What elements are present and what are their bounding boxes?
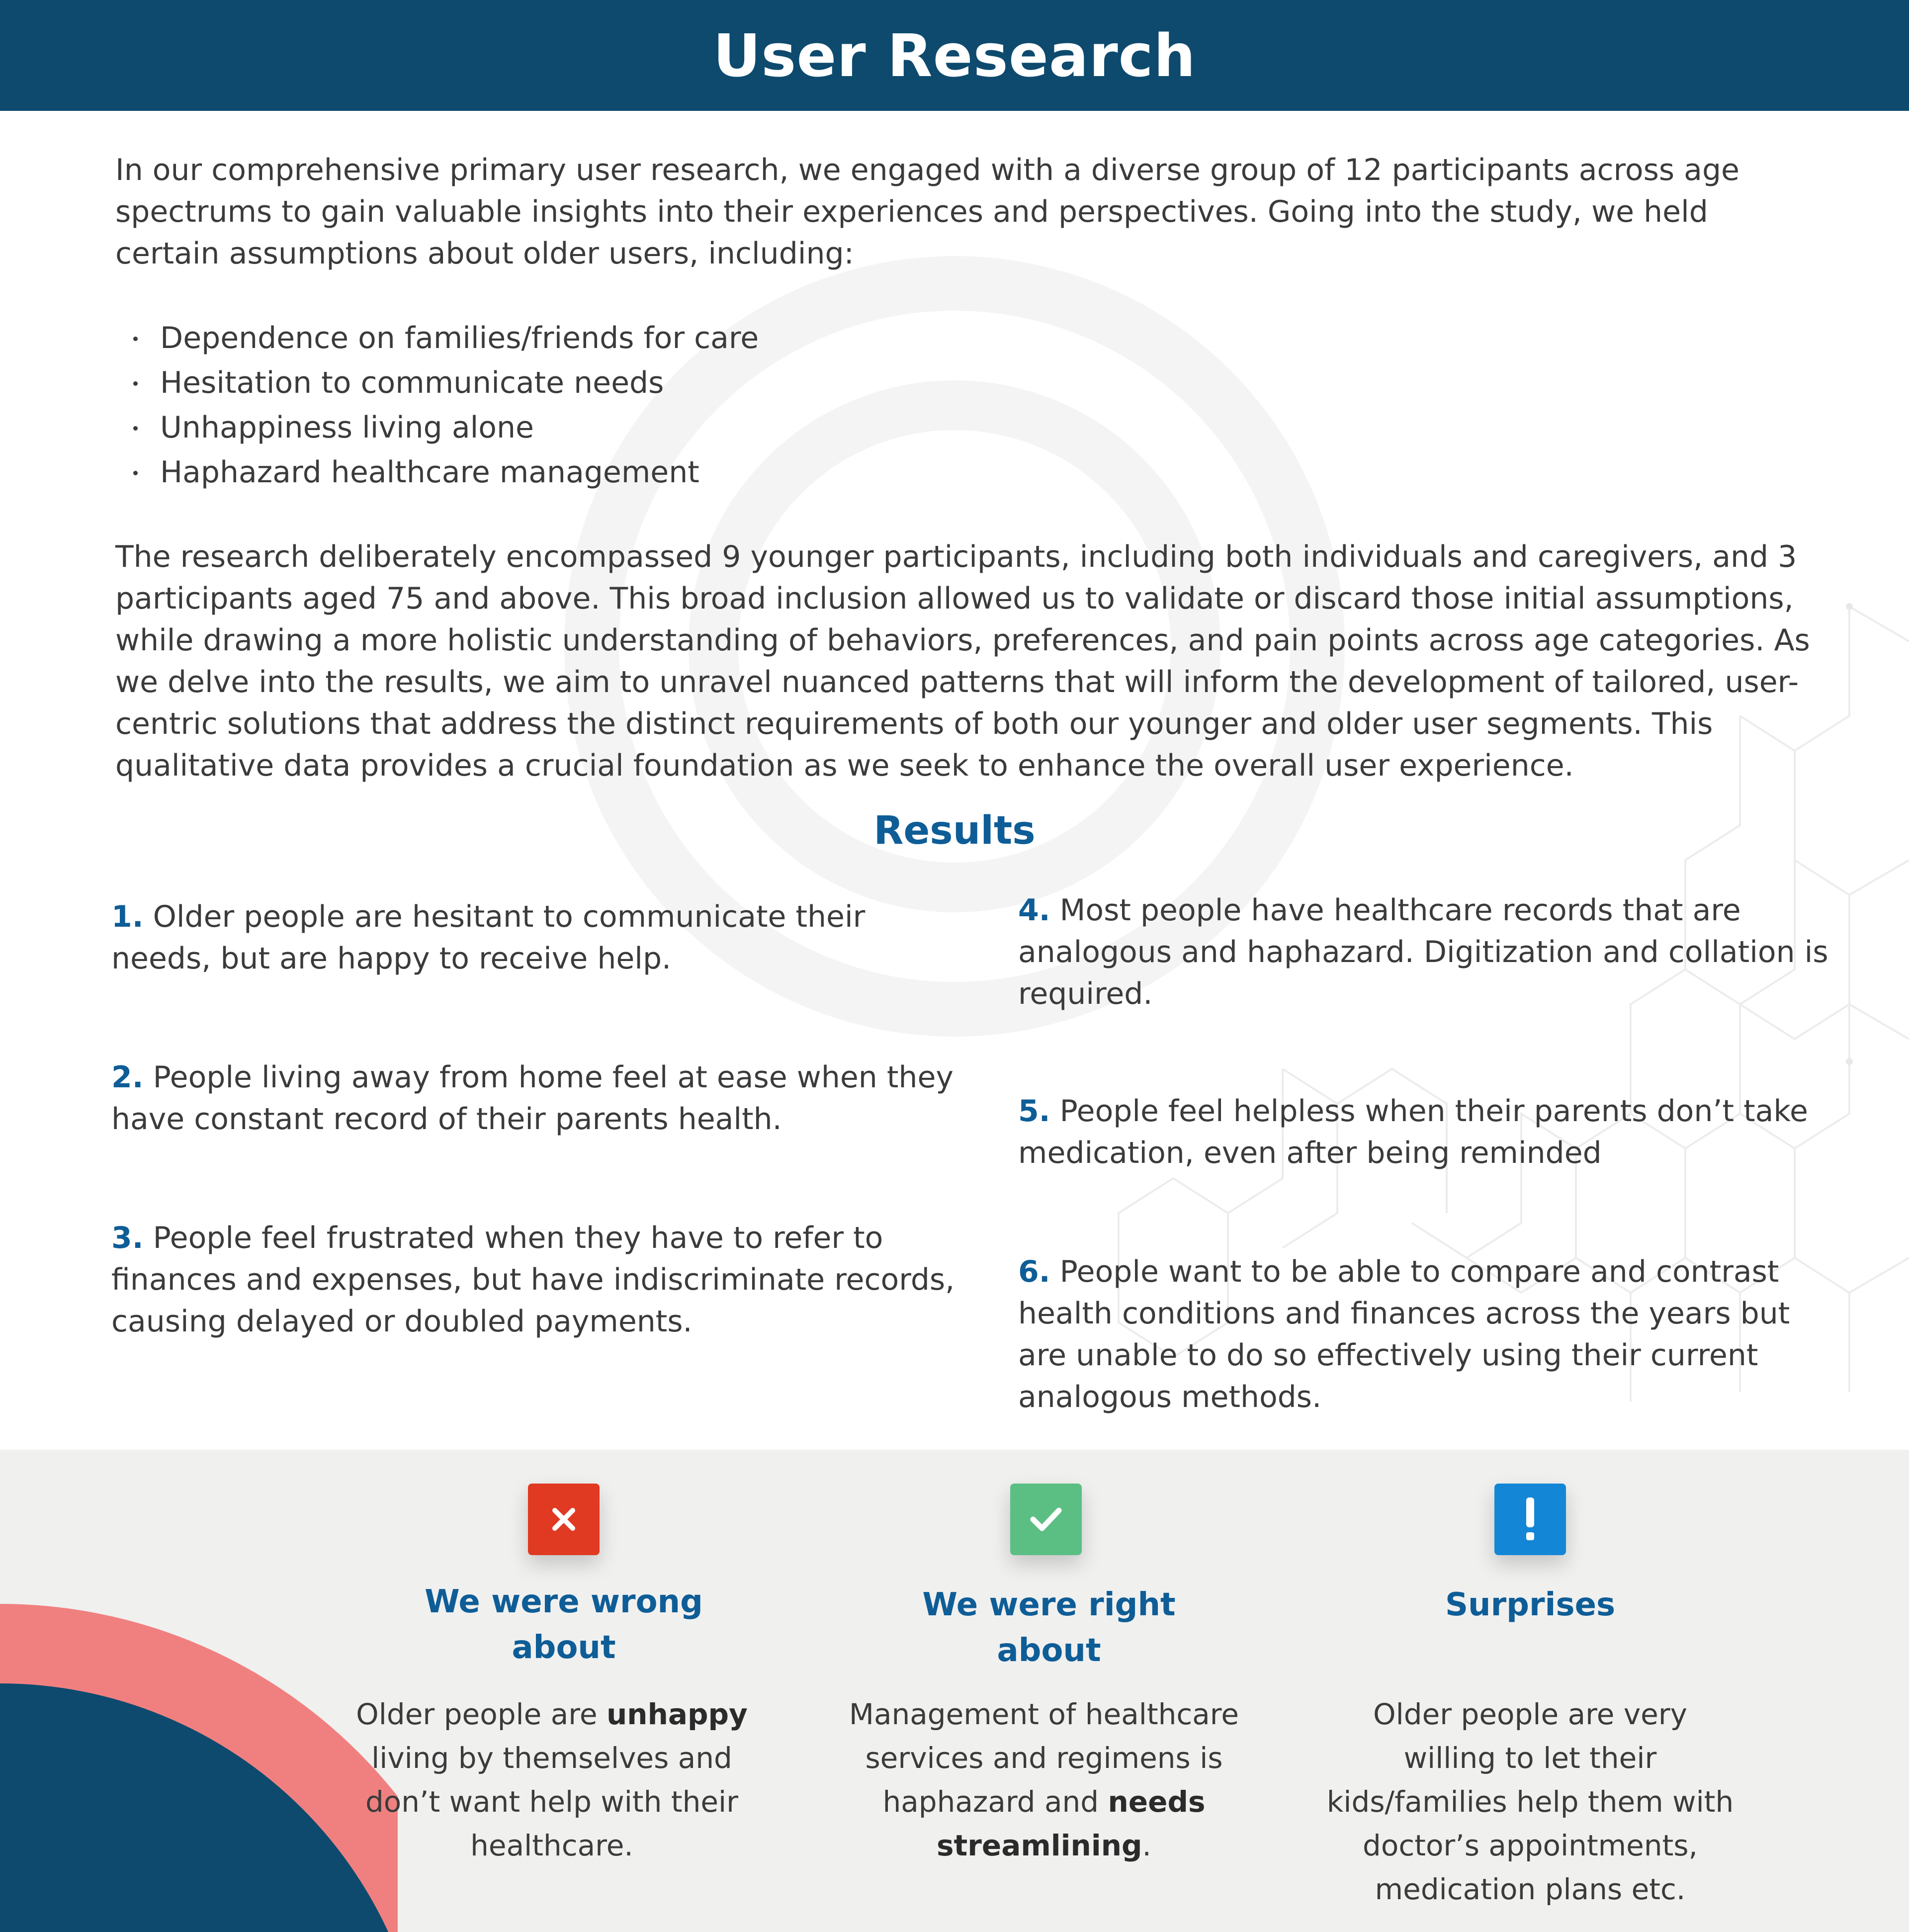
- wrong-text-part: Older people are: [356, 1697, 607, 1731]
- result-number: 1.: [111, 899, 144, 934]
- right-badge: [1010, 1484, 1082, 1555]
- result-text: People want to be able to compare and contrast health conditions and finances across the years but are unable to do so effectively using their current analogous methods.: [1018, 1254, 1790, 1414]
- exclamation-icon: [1520, 1494, 1540, 1544]
- x-icon: [548, 1503, 580, 1535]
- list-item: Haphazard healthcare management: [133, 450, 1326, 495]
- result-item-4: [1018, 889, 1838, 1015]
- result-text: People living away from home feel at ease when they have constant record of their parents health.: [111, 1060, 954, 1137]
- methodology-paragraph: The research deliberately encompassed 9 younger participants, including both individuals and caregivers, and 3 participants aged 75 and above. This broad inclusion allowed us to validate or discard those initial assumptions, while drawing a more holistic understanding of behaviors, preferences, and pain points across age categories. As we delve into the results, we aim to unravel nuanced patterns that will inform the development of tailored, user-centric solutions that address the distinct requirements of both our younger and older user segments. This qualitative data provides a crucial foundation as we seek to enhance the overall user experience.: [115, 539, 1810, 783]
- findings-section: [0, 1450, 1909, 1932]
- result-item-6: [1018, 1251, 1838, 1418]
- wrong-badge: [528, 1484, 600, 1555]
- right-text-emphasis: needs streamlining: [937, 1785, 1206, 1862]
- surprises-text: Older people are very willing to let their kids/families help them with doctor’s appointments, medication plans etc.: [1326, 1697, 1734, 1906]
- result-text: Older people are hesitant to communicate their needs, but are happy to receive help.: [111, 899, 866, 976]
- surprises-badge: [1494, 1484, 1566, 1555]
- result-item-3: [111, 1217, 961, 1342]
- wrong-title: We were wrong about: [425, 1583, 703, 1666]
- result-number: 6.: [1018, 1254, 1050, 1289]
- surprises-title: Surprises: [1445, 1586, 1616, 1623]
- result-item-5: [1018, 1090, 1838, 1174]
- result-text: People feel helpless when their parents don’t take medication, even after being reminded: [1018, 1094, 1808, 1170]
- result-number: 5.: [1018, 1094, 1050, 1129]
- header-bar: [0, 0, 1909, 111]
- results-heading: Results: [873, 808, 1036, 853]
- corner-arc-decoration: [0, 1450, 398, 1932]
- wrong-text: [348, 1692, 756, 1867]
- result-number: 4.: [1018, 893, 1050, 928]
- right-text-part: .: [1142, 1829, 1151, 1862]
- wrong-text-part: living by themselves and don’t want help with their healthcare.: [365, 1741, 739, 1862]
- check-icon: [1026, 1503, 1066, 1535]
- assumptions-list: [133, 316, 1326, 495]
- right-text-part: Management of healthcare services and regimens is haphazard and: [849, 1697, 1239, 1819]
- page-title: User Research: [713, 21, 1196, 90]
- list-item: Hesitation to communicate needs: [133, 360, 1326, 405]
- right-text: [840, 1692, 1248, 1867]
- result-item-1: [111, 896, 956, 979]
- list-item: Dependence on families/friends for care: [133, 316, 1326, 360]
- result-text: Most people have healthcare records that are analogous and haphazard. Digitization and collation is required.: [1018, 893, 1828, 1011]
- result-number: 3.: [111, 1221, 144, 1255]
- list-item: Unhappiness living alone: [133, 405, 1326, 450]
- wrong-text-emphasis: unhappy: [606, 1697, 748, 1731]
- result-text: People feel frustrated when they have to refer to finances and expenses, but have indiscriminate records, causing delayed or doubled payments.: [111, 1221, 955, 1339]
- result-number: 2.: [111, 1060, 144, 1095]
- intro-paragraph: In our comprehensive primary user research, we engaged with a diverse group of 12 participants across age spectrums to gain valuable insights into their experiences and perspectives. Going into the study, we held certain assumptions about older users, including:: [115, 153, 1739, 271]
- result-item-2: [111, 1056, 956, 1140]
- right-title: We were right about: [922, 1586, 1176, 1669]
